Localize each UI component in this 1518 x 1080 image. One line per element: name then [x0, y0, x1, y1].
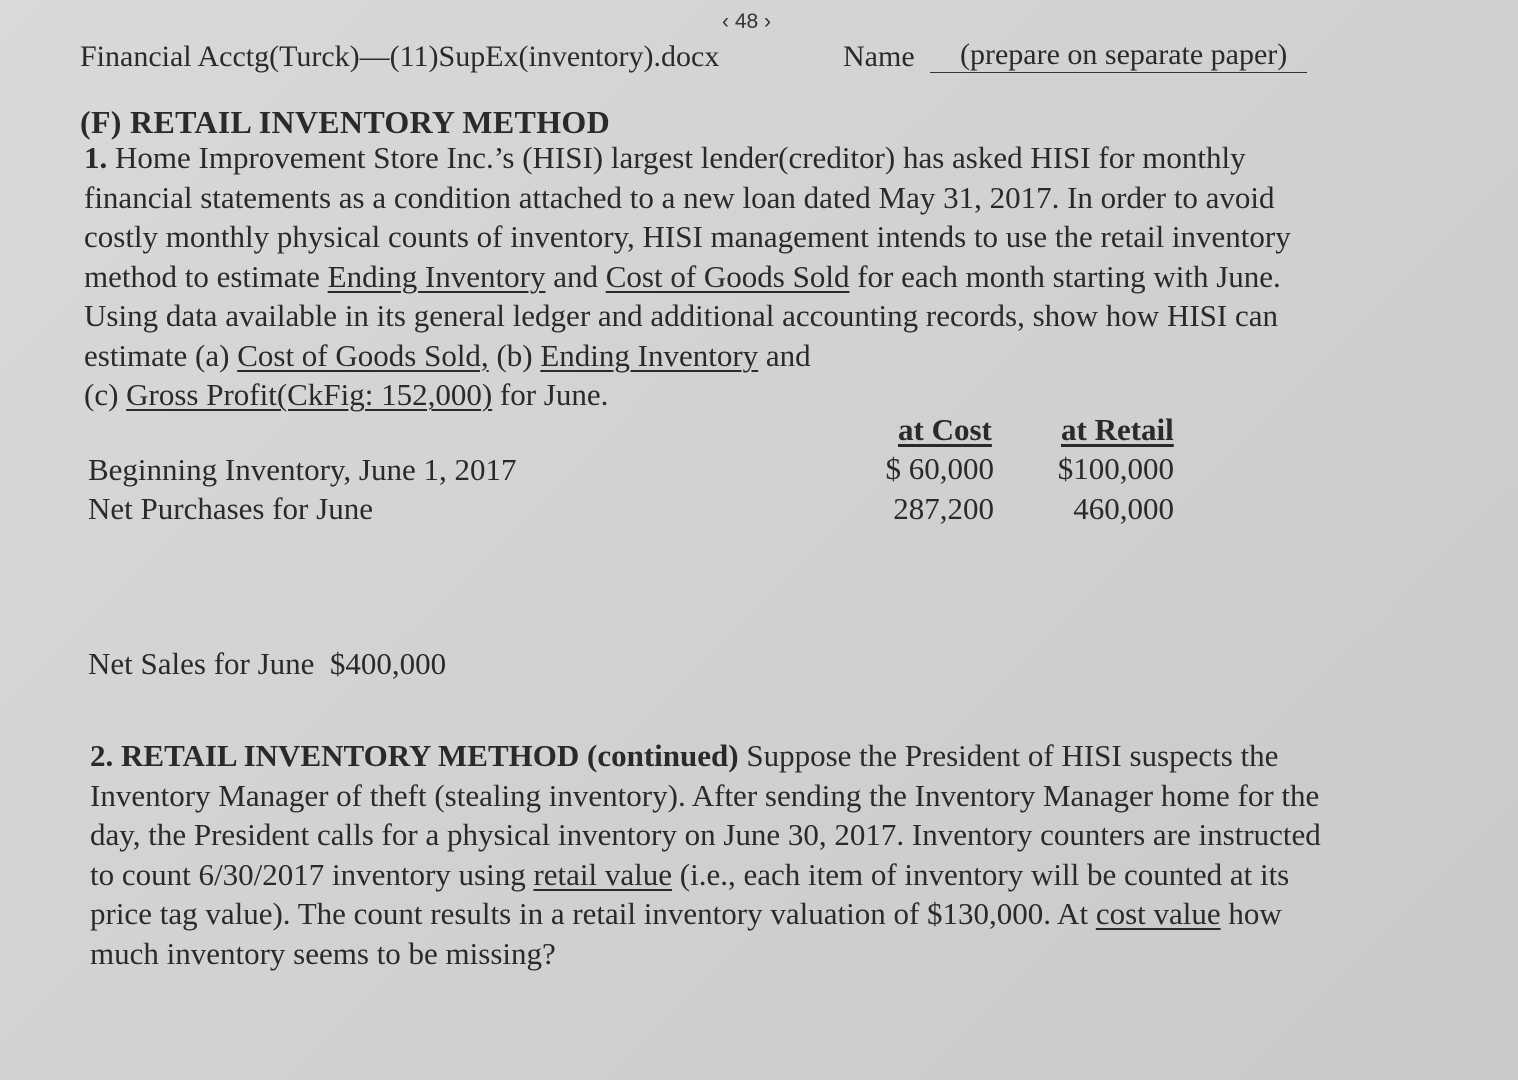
question-2-line-5 — [90, 894, 1321, 934]
document-file-title: Financial Acctg(Turck)—(11)SupEx(inventory).docx — [80, 40, 720, 73]
net-sales-line — [88, 646, 446, 682]
text-segment: Suppose the President of HISI suspects the — [738, 738, 1279, 773]
section-title: (F) RETAIL INVENTORY METHOD — [80, 104, 610, 140]
question-1-line-3: costly monthly physical counts of inventory, HISI management intends to use the retail inventory — [84, 219, 1291, 254]
question-2-line-6: much inventory seems to be missing? — [90, 935, 556, 971]
question-2-title: 2. RETAIL INVENTORY METHOD (continued) — [90, 738, 739, 773]
cell-purchases-retail: 460,000 — [1073, 491, 1174, 526]
underlined-term: Gross Profit(CkFig: 152,000) — [126, 377, 493, 412]
text-segment: (b) — [488, 337, 541, 373]
question-2-line-4 — [90, 855, 1321, 895]
underlined-term: Ending Inventory — [540, 337, 759, 373]
page-number: ‹ 48 › — [722, 10, 772, 33]
text-segment: price tag value). The count results in a retail inventory valuation of $130,000. At — [90, 896, 1096, 931]
underlined-term: retail value — [533, 856, 673, 892]
text-segment: (i.e., each item of inventory will be counted at its — [672, 856, 1290, 892]
text-segment: estimate (a) — [84, 337, 238, 373]
name-field-value: (prepare on separate paper) — [930, 38, 1307, 73]
question-1-line-2: financial statements as a condition attached to a new loan dated May 31, 2017. In order to avoid — [84, 179, 1275, 215]
text-segment: how — [1220, 896, 1282, 931]
text-segment: (c) — [84, 377, 127, 412]
underlined-term: Cost of Goods Sold — [605, 258, 850, 294]
net-sales-value: $400,000 — [329, 646, 447, 681]
question-1-number: 1. — [84, 140, 108, 175]
question-1-line-7 — [84, 375, 1291, 415]
text-segment: for each month starting with June. — [849, 258, 1281, 294]
question-1-line-1 — [84, 138, 1291, 178]
question-1-paragraph — [84, 138, 1291, 415]
row-label-net-purchases: Net Purchases for June — [88, 491, 373, 526]
cell-beginning-cost: $ 60,000 — [885, 451, 994, 486]
question-2-line-1 — [90, 736, 1321, 776]
question-2-line-2: Inventory Manager of theft (stealing inventory). After sending the Inventory Manager home for the — [90, 777, 1320, 813]
text-segment: for June. — [492, 377, 609, 412]
underlined-term: cost value — [1095, 896, 1221, 931]
question-1-line-4 — [84, 257, 1291, 297]
underlined-term: Cost of Goods Sold, — [237, 337, 489, 373]
question-1-line-6 — [84, 336, 1291, 376]
text-segment: method to estimate — [84, 258, 328, 294]
question-2-line-3: day, the President calls for a physical inventory on June 30, 2017. Inventory counters are instructed — [90, 817, 1321, 852]
column-header-at-retail: at Retail — [1061, 412, 1174, 447]
net-sales-label: Net Sales for June — [88, 646, 315, 681]
question-1-line-5: Using data available in its general ledger and additional accounting records, show how HISI can — [84, 298, 1278, 333]
cell-purchases-cost: 287,200 — [893, 491, 994, 526]
text-segment: and — [545, 258, 606, 294]
text-segment: to count 6/30/2017 inventory using — [90, 856, 534, 892]
underlined-term: Ending Inventory — [327, 258, 546, 294]
question-1-text: Home Improvement Store Inc.’s (HISI) largest lender(creditor) has asked HISI for monthly — [115, 140, 1246, 175]
column-header-at-cost: at Cost — [898, 412, 992, 447]
row-label-beginning-inventory: Beginning Inventory, June 1, 2017 — [88, 452, 517, 487]
name-label: Name — [843, 40, 915, 73]
cell-beginning-retail: $100,000 — [1057, 451, 1174, 486]
question-2-paragraph — [90, 736, 1321, 973]
text-segment: and — [758, 337, 811, 373]
